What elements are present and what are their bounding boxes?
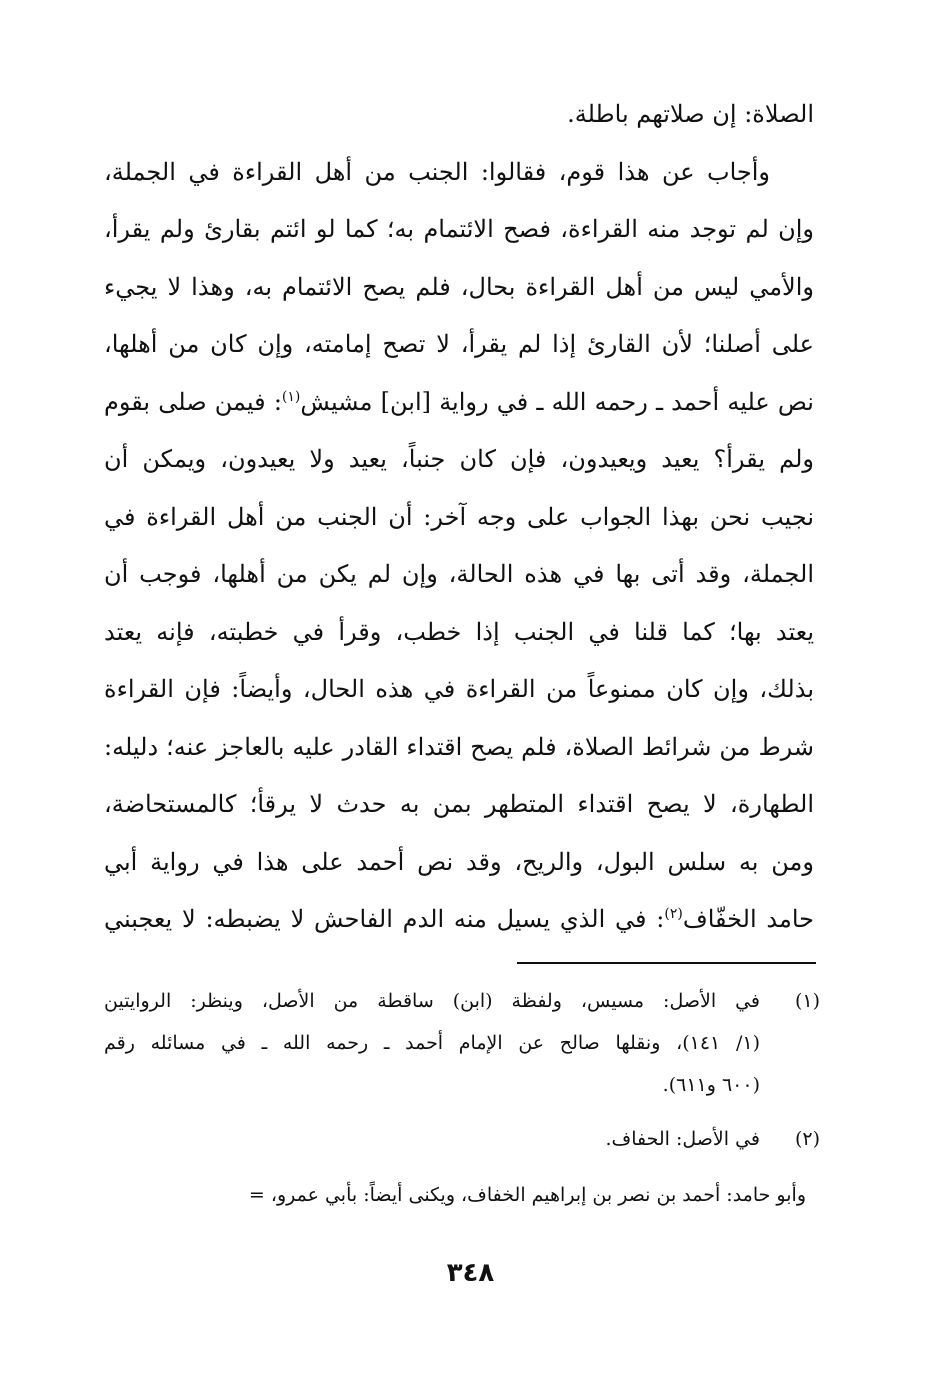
text-line: والأمي ليس من أهل القراءة بحال، فلم يصح الائتمام به، وهذا لا يجيء: [104, 272, 814, 301]
text-line: [104, 374, 814, 432]
text-line: وأجاب عن هذا قوم، فقالوا: الجنب من أهل القراءة في الجملة،: [104, 157, 770, 186]
page-number: ٣٤٨: [446, 1258, 495, 1288]
text-line: الطهارة، لا يصح اقتداء المتطهر بمن به حدث لا يرقأ؛ كالمستحاضة،: [104, 790, 814, 818]
footnote-line: في الأصل: الحفاف.: [605, 1128, 760, 1150]
footnotes: [104, 980, 820, 1218]
footnote-1: [104, 980, 820, 1106]
text-line: وإن لم توجد منه القراءة، فصح الائتمام به؛ كما لو ائتم بقارئ ولم يقرأ،: [104, 215, 814, 243]
footnote-marker: (٢): [664, 906, 683, 922]
footnote-line: (١/ ١٤١)، ونقلها صالح عن الإمام أحمد ـ رحمه الله ـ في مسائله رقم: [104, 1032, 760, 1054]
text-line: نجيب نحن بهذا الجواب على وجه آخر: أن الجنب من أهل القراءة في: [104, 502, 814, 531]
text-line: على أصلنا؛ لأن القارئ إذا لم يقرأ، لا تصح إمامته، وإن كان من أهلها،: [104, 330, 814, 358]
text-line: [104, 891, 814, 949]
footnote-line: في الأصل: مسيس، ولفظة (ابن) ساقطة من الأصل، وينظر: الروايتين: [104, 990, 760, 1012]
text-line: الجملة، وقد أتى بها في هذه الحالة، وإن لم يكن من أهلها، فوجب أن: [104, 560, 814, 588]
text-segment: نص عليه أحمد ـ رحمه الله ـ في رواية [ابن] مشيش: [300, 387, 814, 416]
footnote-number: (٢): [794, 1128, 820, 1150]
text-line: ومن به سلس البول، والريح، وقد نص أحمد على هذا في رواية أبي: [104, 847, 814, 876]
text-segment: : في الذي يسيل منه الدم الفاحش لا يضبطه: لا يعجبني: [104, 905, 665, 933]
text-line: بذلك، وإن كان ممنوعاً من القراءة في هذه الحال، وأيضاً: فإن القراءة: [104, 675, 814, 703]
text-line: يعتد بها؛ كما قلنا في الجنب إذا خطب، وقرأ في خطبته، فإنه يعتد: [104, 617, 814, 646]
footnote-separator: [517, 962, 816, 964]
text-segment: : فيمن صلى بقوم: [104, 387, 282, 416]
footnote-line: (٦٠٠ و٦١١).: [662, 1074, 760, 1096]
footnote-marker: (١): [281, 388, 301, 405]
text-line: شرط من شرائط الصلاة، فلم يصح اقتداء القادر عليه بالعاجز عنه؛ دليله:: [104, 732, 814, 761]
main-text: [104, 86, 814, 949]
text-line: الصلاة: إن صلاتهم باطلة.: [567, 100, 814, 128]
footnote-number: (١): [794, 990, 820, 1012]
text-segment: حامد الخفّاف: [682, 905, 814, 933]
text-line: ولم يقرأ؟ يعيد ويعيدون، فإن كان جنباً، يعيد ولا يعيدون، ويمكن أن: [104, 445, 814, 473]
footnote-2: [104, 1118, 820, 1160]
footnote-continuation: وأبو حامد: أحمد بن نصر بن إبراهيم الخفاف، ويكنى أيضاً: بأبي عمرو، =: [248, 1184, 806, 1206]
